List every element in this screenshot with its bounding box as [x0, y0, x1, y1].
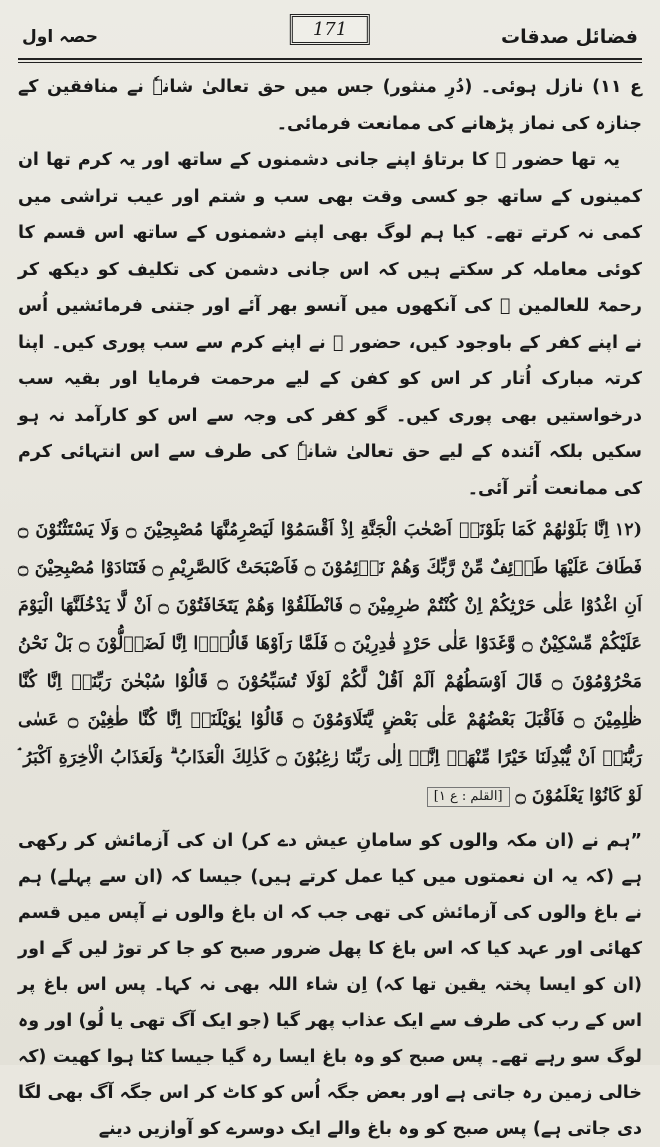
verse-text: اِنَّا بَلَوْنٰهُمْ كَمَا بَلَوْنَاۤ اَصْحٰبَ الْجَنَّةِ اِذْ اَقْسَمُوْا لَيَصْرِمُنَّهَا مُصْبِحِيْنَ ۝ وَلَا يَسْتَثْنُوْنَ ۝ فَطَافَ عَلَيْهَا طَاۤئِفٌ مِّنْ رَّبِّكَ وَهُمْ نَاۤئِمُوْنَ ۝ فَاَصْبَحَتْ كَالصَّرِيْمِ ۝ فَتَنَادَوْا مُصْبِحِيْنَ ۝ اَنِ اغْدُوْا عَلٰى حَرْثِكُمْ اِنْ كُنْتُمْ صٰرِمِيْنَ ۝ فَانْطَلَقُوْا وَهُمْ يَتَخَافَتُوْنَ ۝ اَنْ لَّا يَدْخُلَنَّهَا الْيَوْمَ عَلَيْكُمْ مِّسْكِيْنٌ ۝ وَّغَدَوْا عَلٰى حَرْدٍ قٰدِرِيْنَ ۝ فَلَمَّا رَاَوْهَا قَالُوْۤا اِنَّا لَضَاۤلُّوْنَ ۝ بَلْ نَحْنُ مَحْرُوْمُوْنَ ۝ قَالَ اَوْسَطُهُمْ اَلَمْ اَقُلْ لَّكُمْ لَوْلَا تُسَبِّحُوْنَ ۝ قَالُوْا سُبْحٰنَ رَبِّنَاۤ اِنَّا كُنَّا ظٰلِمِيْنَ ۝ فَاَقْبَلَ بَعْضُهُمْ عَلٰى بَعْضٍ يَّتَلَاوَمُوْنَ ۝ قَالُوْا يٰوَيْلَنَاۤ اِنَّا كُنَّا طٰغِيْنَ ۝ عَسٰى رَبُّنَاۤ اَنْ يُّبْدِلَنَا خَيْرًا مِّنْهَاۤ اِنَّاۤ اِلٰى رَبِّنَا رٰغِبُوْنَ ۝ كَذٰلِكَ الْعَذَابُ ۗ وَلَعَذَابُ الْاٰخِرَةِ اَكْبَرُ ۘ لَوْ كَانُوْا يَعْلَمُوْنَ ۝ — [18, 520, 642, 806]
quran-verse — [18, 511, 642, 815]
verse-reference: [القلم : ع ۱] — [427, 787, 510, 807]
page-header — [18, 8, 642, 52]
page-body — [18, 69, 642, 1147]
header-rule — [18, 58, 642, 63]
verse-number: (۱۲ — [614, 520, 642, 540]
page-number: 171 — [290, 14, 370, 45]
book-title: فضائل صدقات — [500, 26, 638, 48]
part-label: حصہ اول — [22, 27, 99, 47]
verse-translation: ”ہم نے (ان مکہ والوں کو سامانِ عیش دے کر) ان کی آزمائش کر رکھی ہے (کہ یہ ان نعمتوں میں کیا عمل کرتے ہیں) جیسا کہ (ان سے پہلے) ہم نے باغ والوں کی آزمائش کی تھی جب کہ ان باغ والوں نے آپس میں قسم کھائی اور عہد کیا کہ اس باغ کا پھل ضرور صبح کو جا کر توڑ لیں گے اور (ان کو ایسا پختہ یقین تھا کہ) اِن شاء اللہ بھی نہ کہا۔ پس اس باغ پر اس کے رب کی طرف سے ایک عذاب پھر گیا (جو ایک آگ تھی یا لُو) اور وہ لوگ سو رہے تھے۔ پس صبح کو وہ باغ ایسا رہ گیا جیسا کٹا ہوا کھیت (کہ خالی زمین رہ جاتی ہے اور بعض جگہ اُس کو کاٹ کر اس جگہ آگ بھی لگا دی جاتی ہے) پس صبح کو وہ باغ والے ایک دوسرے کو آوازیں دینے — [18, 831, 642, 1139]
paragraph-2: یہ تھا حضور ﷺ کا برتاؤ اپنے جانی دشمنوں کے ساتھ اور یہ کرم تھا ان کمینوں کے ساتھ جو کسی وقت بھی سب و شتم اور عیب تراشی میں کمی نہ کرتے تھے۔ کیا ہم لوگ بھی اپنے دشمنوں کے ساتھ اس قسم کا کوئی معاملہ کر سکتے ہیں کہ اس جانی دشمن کی تکلیف کو دیکھ کر رحمۃ للعالمین ﷺ کی آنکھوں میں آنسو بھر آئے اور جتنی فرمائشیں اُس نے اپنے کفر کے باوجود کیں، حضور ﷺ نے اپنے کرم سے سب پوری کیں۔ اپنا کرتہ مبارک اُتار کر اس کو کفن کے لیے مرحمت فرمایا اور بقیہ سب درخواستیں بھی پوری کیں۔ گو کفر کی وجہ سے اس کو کارآمد نہ ہو سکیں بلکہ آئندہ کے لیے حق تعالیٰ شانہٗ کی طرف سے اس انتہائی کرم کی ممانعت اُتر آئی۔ — [18, 150, 642, 499]
paragraph-1: ع ۱۱) نازل ہوئی۔ (دُرِ منثور) جس میں حق تعالیٰ شانہٗ نے منافقین کے جنازہ کی نماز پڑھانے کی ممانعت فرمائی۔ — [18, 77, 643, 134]
